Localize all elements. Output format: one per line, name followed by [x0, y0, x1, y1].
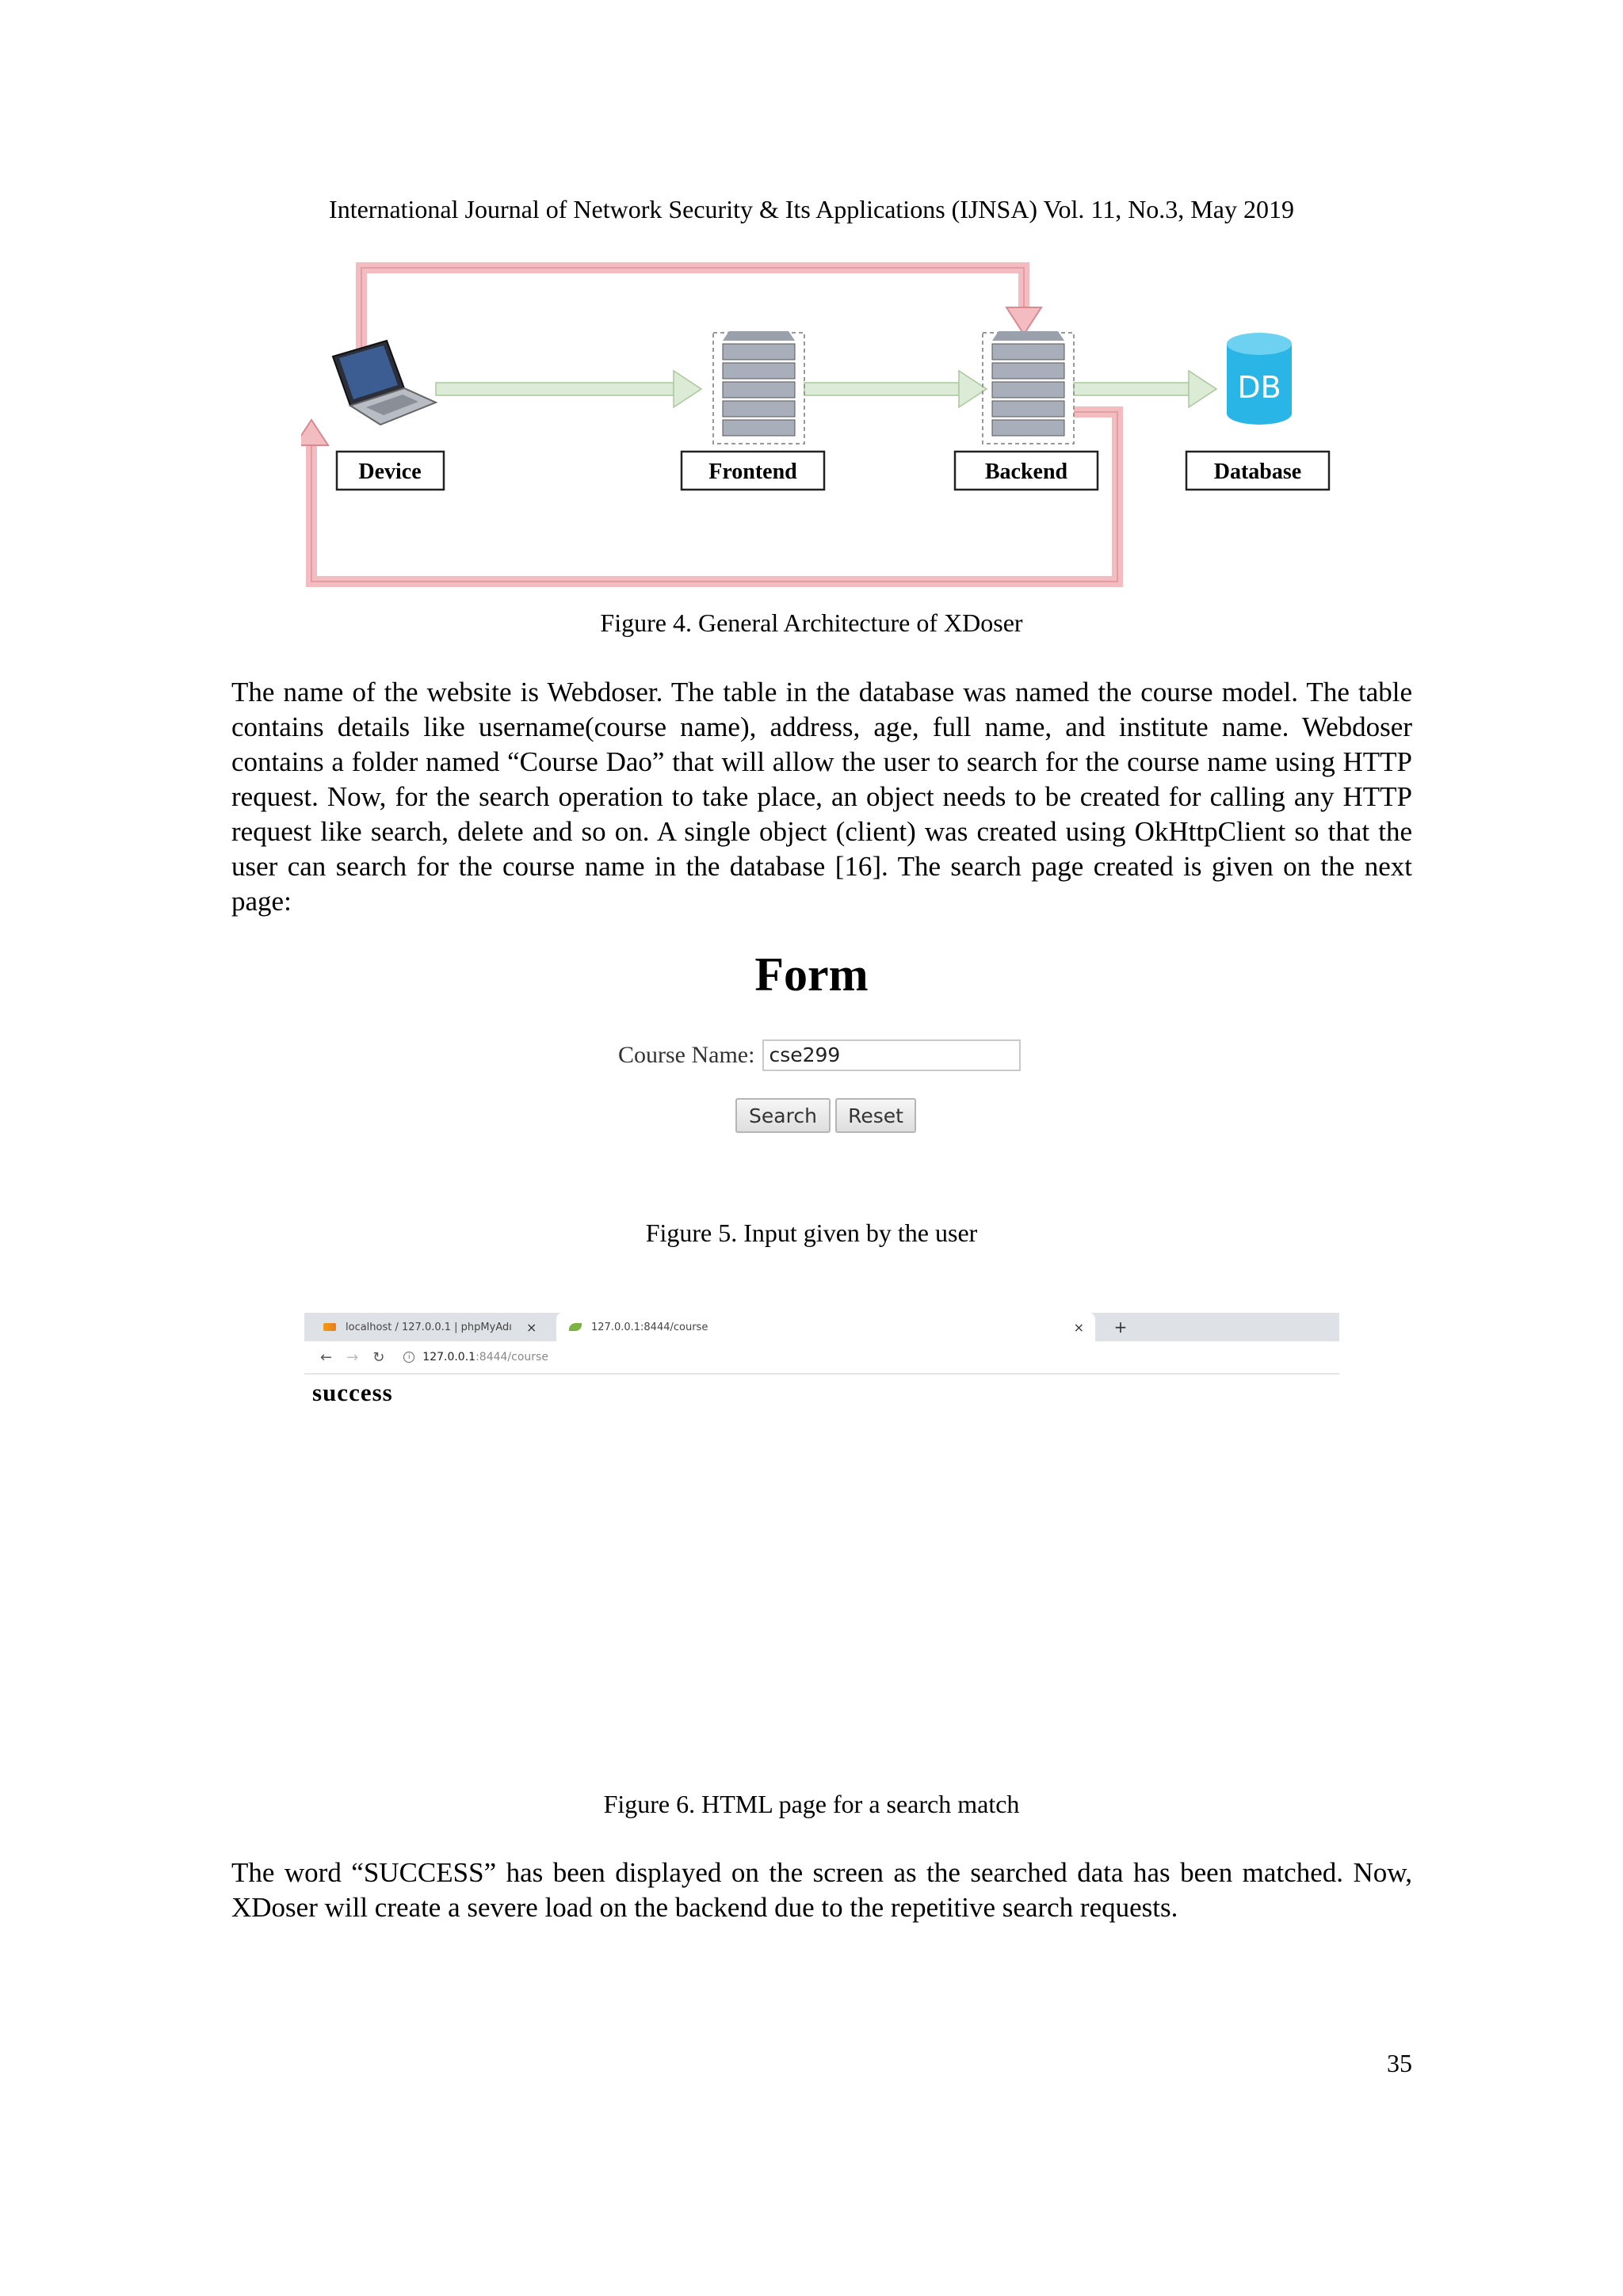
figure4-caption: Figure 4. General Architecture of XDoser — [600, 608, 1023, 637]
laptop-icon — [333, 341, 436, 425]
course-name-input[interactable]: cse299 — [762, 1039, 1021, 1071]
flow-arrow-backend-database — [1074, 371, 1216, 407]
address-bar[interactable] — [422, 1351, 548, 1363]
url-path: :8444/course — [475, 1351, 548, 1363]
reset-button[interactable]: Reset — [835, 1098, 916, 1133]
architecture-diagram — [301, 261, 1347, 594]
success-text: success — [312, 1379, 393, 1406]
node-label-frontend: Frontend — [708, 460, 797, 484]
course-name-row — [618, 1038, 1021, 1073]
flow-arrow-device-frontend — [436, 371, 701, 407]
top-arrowhead — [1006, 307, 1041, 334]
new-tab-button[interactable]: + — [1113, 1318, 1128, 1337]
browser-toolbar — [304, 1341, 1339, 1375]
database-icon — [1227, 333, 1292, 425]
bottom-return-arrow — [311, 412, 1117, 582]
course-name-label: Course Name: — [618, 1042, 755, 1068]
node-frontend — [682, 452, 824, 490]
phpmyadmin-icon — [323, 1323, 336, 1331]
tab-phpmyadmin-title: localhost / 127.0.0.1 | phpMyAdı — [346, 1321, 512, 1333]
figure6-caption: Figure 6. HTML page for a search match — [603, 1790, 1020, 1818]
node-label-backend: Backend — [984, 460, 1068, 484]
close-icon[interactable]: × — [526, 1319, 537, 1335]
page-number: 35 — [1387, 2049, 1412, 2077]
close-icon[interactable]: × — [1073, 1319, 1084, 1335]
reload-icon[interactable]: ↻ — [372, 1348, 385, 1366]
form-title: Form — [754, 948, 869, 1001]
tab-phpmyadmin[interactable] — [312, 1313, 550, 1341]
node-device — [337, 452, 444, 490]
node-database — [1186, 452, 1329, 490]
bottom-arrowhead — [301, 420, 328, 445]
top-feedback-arrow — [361, 268, 1024, 360]
node-label-database: Database — [1213, 460, 1302, 484]
node-backend — [955, 452, 1098, 490]
tab-bar — [304, 1313, 1339, 1341]
tab-course-title: 127.0.0.1:8444/course — [591, 1321, 708, 1333]
search-button[interactable]: Search — [735, 1098, 831, 1133]
backend-server-icon — [983, 331, 1074, 444]
info-icon: i — [403, 1352, 414, 1363]
forward-arrow-icon[interactable]: → — [346, 1348, 359, 1366]
frontend-server-icon — [713, 331, 804, 444]
node-label-device: Device — [358, 460, 422, 484]
flow-arrow-frontend-backend — [804, 371, 987, 407]
tab-course[interactable] — [556, 1313, 1095, 1341]
figure5-caption: Figure 5. Input given by the user — [645, 1219, 978, 1247]
body-paragraph-2: The word “SUCCESS” has been displayed on the screen as the searched data has been matched. Now, XDoser will create a severe load on the backend due to the repetitive search requests. — [231, 1857, 1412, 1923]
browser-window — [304, 1313, 1339, 1375]
db-icon-text: DB — [1237, 370, 1281, 405]
leaf-icon — [569, 1323, 582, 1331]
body-paragraph-1: The name of the website is Webdoser. The table in the database was named the course model. The table contains details like username(course name), address, age, full name, and institute name. Webdoser contains a folder named “Course Dao” that will allow the user to search for the course name using HTTP request. Now, for the search operation to take place, an object needs to be created for calling any HTTP request like search, delete and so on. A single object (client) was created using OkHttpClient so that the user can search for the course name in the database [16]. The search page created is given on the next page: — [231, 677, 1412, 917]
back-arrow-icon[interactable]: ← — [320, 1348, 333, 1366]
url-host: 127.0.0.1 — [422, 1351, 476, 1363]
running-head: International Journal of Network Security & Its Applications (IJNSA) Vol. 11, No.3, May 2019 — [329, 195, 1294, 223]
